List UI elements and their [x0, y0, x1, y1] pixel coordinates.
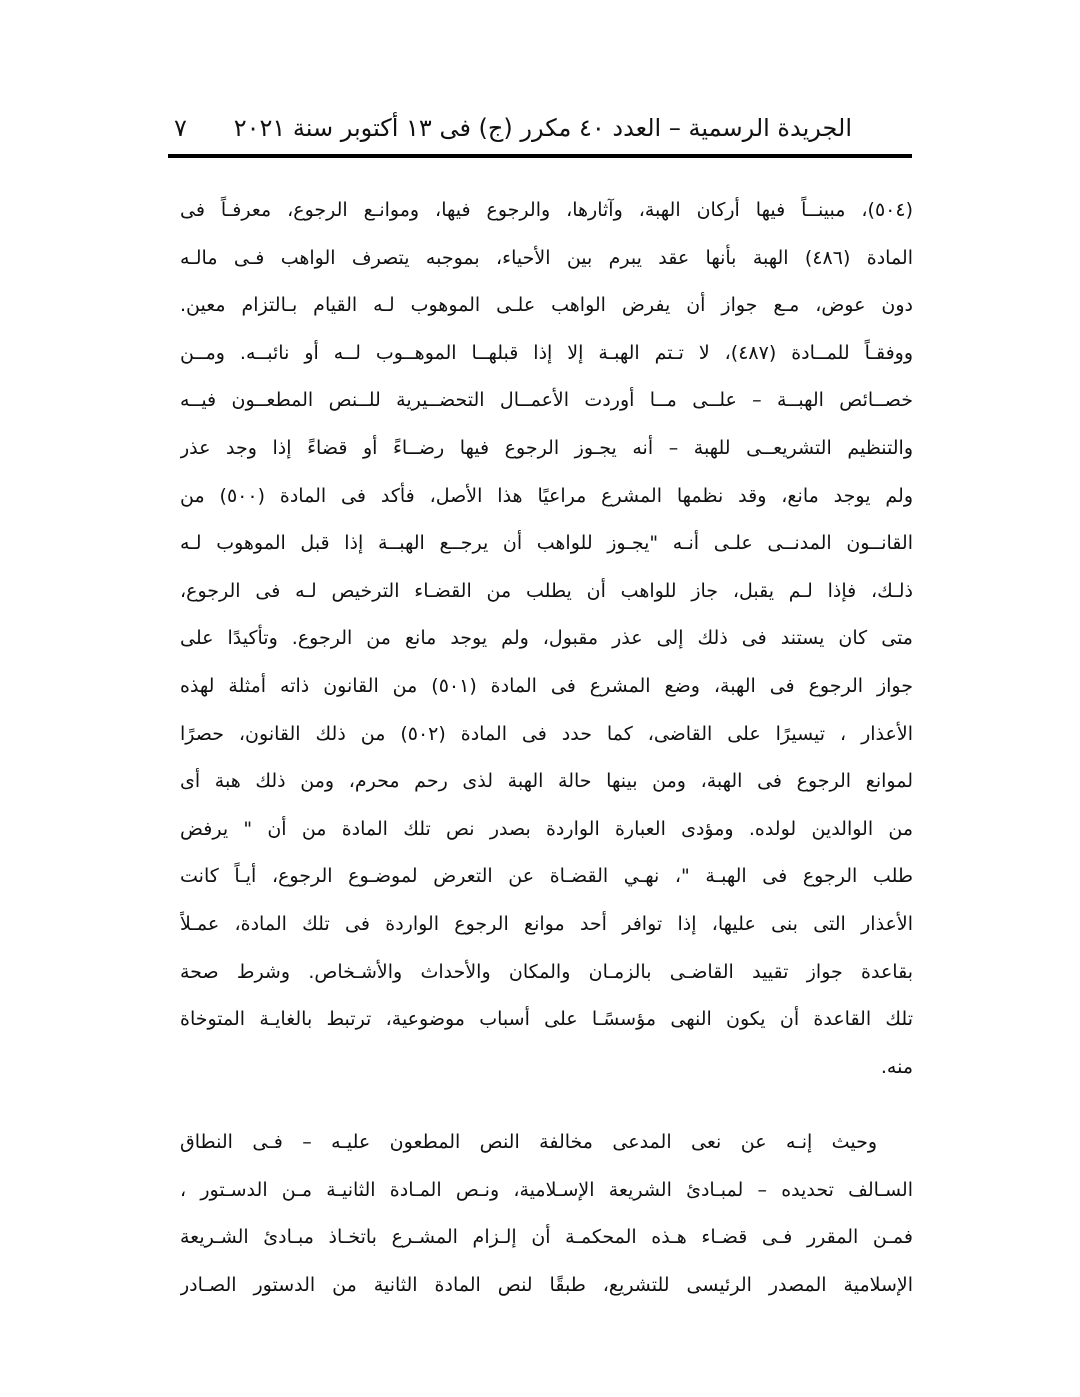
text-line: ولم يوجد مانع، وقد نظمها المشرع مراعيًا هذا الأصل، فأكد فى المادة (٥٠٠) من [180, 484, 913, 507]
paragraph-2 [180, 1122, 913, 1312]
text-line: طلب الرجوع فى الهبـة "، نهـي القضـاة عن التعرض لموضـوع الرجوع، أيـاً كانت [180, 865, 913, 888]
text-line: الأعذار التى بنى عليها، إذا توافر أحد موانع الرجوع الواردة فى تلك المادة، عمـلاً [180, 912, 913, 935]
text-line: بقاعدة جواز تقييد القاضـى بالزمـان والمكان والأحداث والأشـخاص. وشرط صحة [180, 960, 913, 983]
text-line: خصــائص الهبــة – علــى مــا أوردت الأعمــال التحضــيرية للــنص المطعــون فيــه [180, 389, 913, 412]
text-line: ووفقـاً للمــادة (٤٨٧)، لا تـتم الهبـة إلا إذا قبلهــا الموهــوب لــه أو نائبــه. ومــن [180, 341, 913, 364]
text-line: جواز الرجوع فى الهبة، وضع المشرع فى المادة (٥٠١) من القانون ذاته أمثلة لهذه [180, 674, 913, 697]
page-header [168, 110, 912, 150]
text-line: منه. [880, 1055, 913, 1078]
page-number: ٧ [174, 114, 187, 142]
text-line: متى كان يستند فى ذلك إلى عذر مقبول، ولم يوجد مانع من الرجوع. وتأكيدًا على [180, 627, 913, 650]
text-line: دون عوض، مـع جواز أن يفرض الواهب علـى الموهوب لـه القيام بـالتزام معين. [180, 294, 913, 317]
text-line: (٥٠٤)، مبينــاً فيها أركان الهبة، وآثارها، والرجوع فيها، وموانـع الرجوع، معرفـاً فى [180, 199, 913, 221]
text-line: ذلـك، فإذا لـم يقبل، جاز للواهب أن يطلب من القضـاء الترخيص لـه فى الرجوع، [180, 579, 913, 602]
text-line: السـالف تحديده – لمبـادئ الشريعة الإسـلامية، ونـص المـادة الثانيـة مـن الدسـتور ، [180, 1178, 913, 1201]
text-line: فمـن المقرر فـى قضـاء هـذه المحكمـة أن إلـزام المشـرع باتخـاذ مبـادئ الشـريعة [180, 1226, 913, 1249]
paragraph-1 [180, 190, 913, 1094]
text-line: من الوالدين لولده. ومؤدى العبارة الواردة بصدر نص تلك المادة من أن " يرفض [180, 817, 913, 840]
text-line: لموانع الرجوع فى الهبة، ومن بينها حالة الهبة لذى رحم محرم، ومن ذلك هبة أى [180, 770, 913, 793]
text-line: وحيث إنـه عن نعى المدعى مخالفة النص المطعون عليـه – فـى النطاق [180, 1131, 877, 1153]
text-line: الأعذار ، تيسيرًا على القاضى، كما حدد فى المادة (٥٠٢) من ذلك القانون، حصرًا [180, 722, 913, 745]
text-line: القانــون المدنــى علـى أنـه "يجـوز للواهب أن يرجــع الهبــة إذا قبل الموهوب لـه [180, 532, 913, 555]
text-line: الإسلامية المصدر الرئيسى للتشريع، طبقًا لنص المادة الثانية من الدستور الصـادر [180, 1273, 913, 1296]
header-divider [168, 154, 912, 158]
text-line: والتنظيم التشريعــى للهبة – أنه يجـوز الرجوع فيها رضــاءً أو قضاءً إذا وجد عذر [180, 436, 913, 459]
header-title: الجريدة الرسمية – العدد ٤٠ مكرر (ج) فى ١٣ أكتوبر سنة ٢٠٢١ [233, 114, 852, 142]
text-line: تلك القاعدة أن يكون النهى مؤسسًـا على أسباب موضوعية، ترتبط بالغايـة المتوخاة [180, 1008, 913, 1031]
text-line: المادة (٤٨٦) الهبة بأنها عقد يبرم بين الأحياء، بموجبه يتصرف الواهب فـى مالـه [180, 246, 913, 269]
